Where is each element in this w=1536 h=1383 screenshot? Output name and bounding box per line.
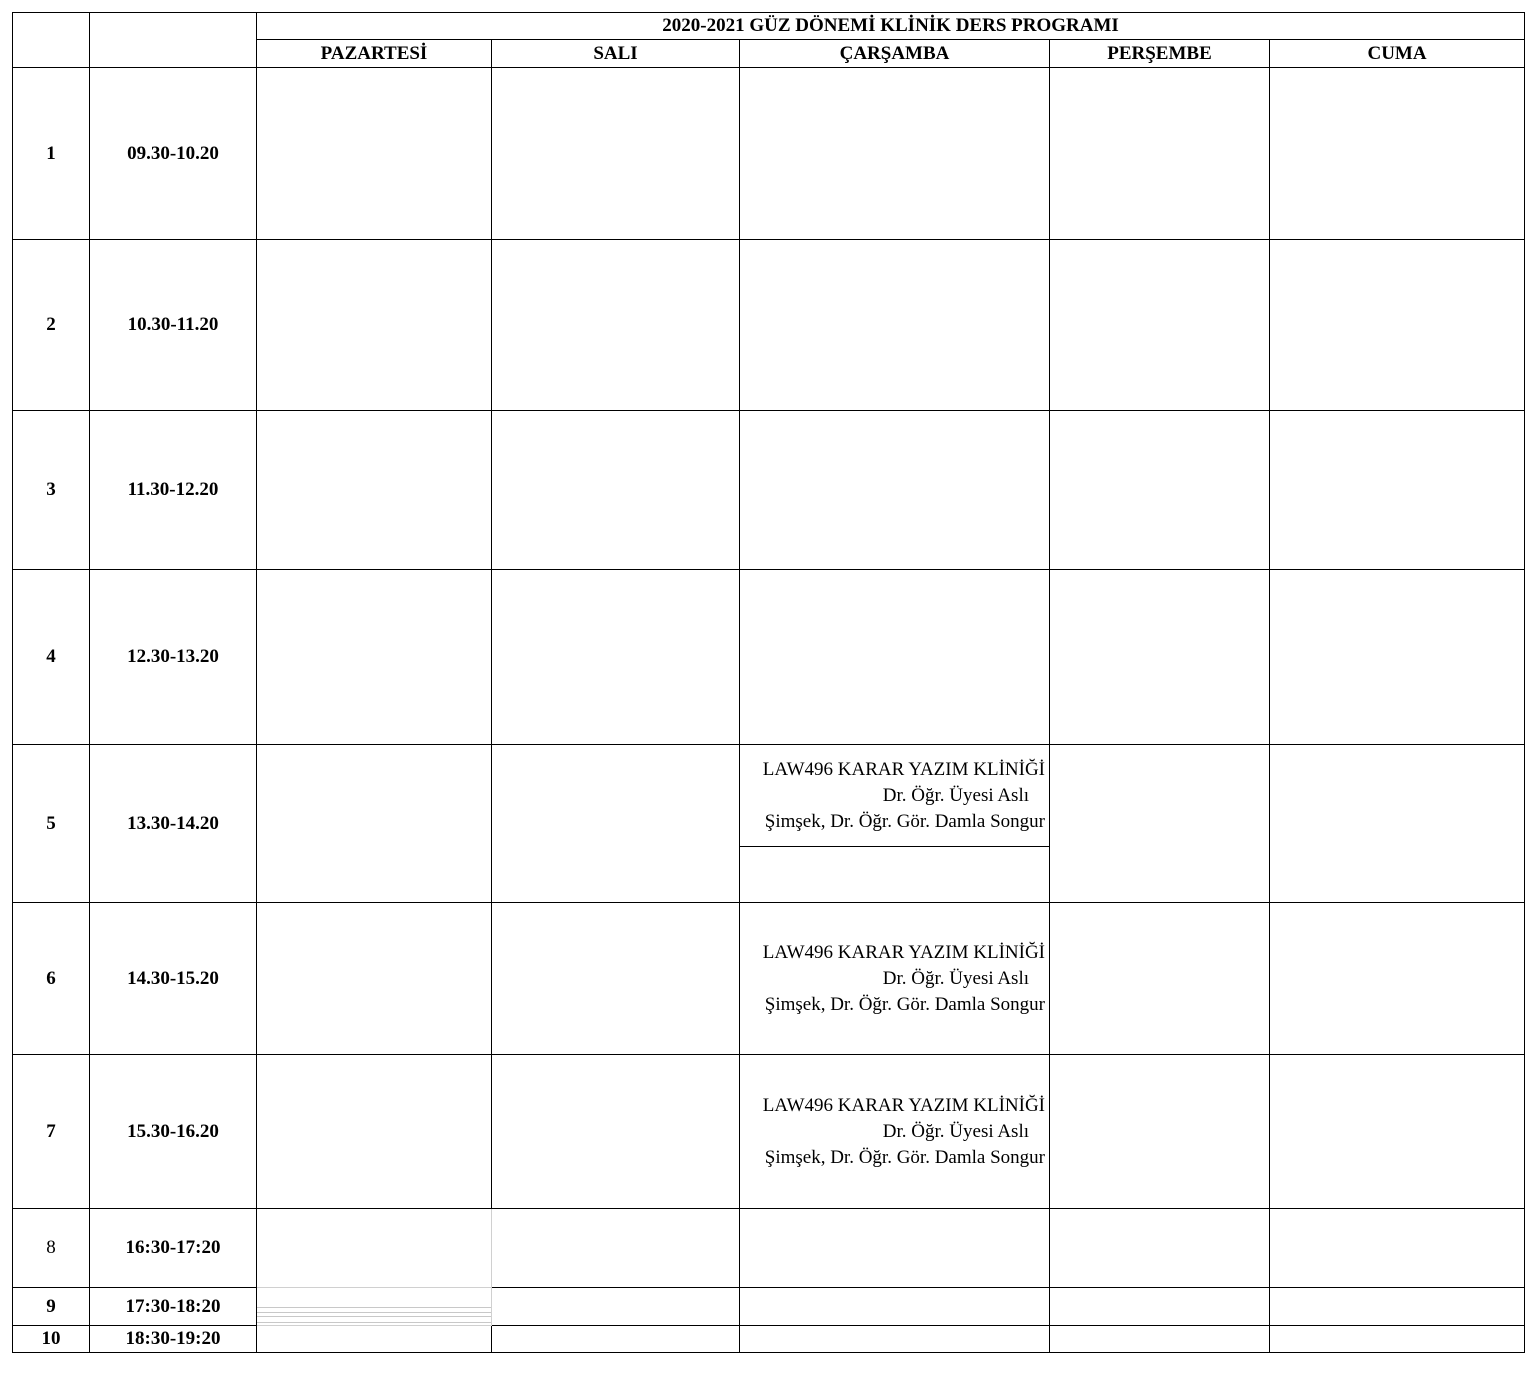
slot-time: 14.30-15.20 xyxy=(90,903,257,1055)
slot-row-3 xyxy=(13,411,1525,570)
slot-time: 16:30-17:20 xyxy=(90,1209,257,1288)
slot-number: 7 xyxy=(13,1055,90,1209)
cell-friday xyxy=(1270,1209,1525,1288)
cell-friday xyxy=(1270,570,1525,745)
cell-wednesday xyxy=(740,240,1050,411)
course-instructor-line2: Şimşek, Dr. Öğr. Gör. Damla Songur xyxy=(764,993,1045,1015)
schedule-table xyxy=(12,12,1525,1353)
slot-number: 5 xyxy=(13,745,90,903)
day-header-tuesday: SALI xyxy=(492,40,740,68)
faint-rule-lines xyxy=(257,1307,491,1323)
cell-tuesday xyxy=(492,411,740,570)
corner-cell-number xyxy=(13,13,90,68)
slot-row-9 xyxy=(13,1288,1525,1326)
cell-thursday xyxy=(1050,1326,1270,1353)
slot-row-2 xyxy=(13,240,1525,411)
course-instructor-line2: Şimşek, Dr. Öğr. Gör. Damla Songur xyxy=(764,810,1045,832)
cell-tuesday xyxy=(492,1209,740,1288)
cell-tuesday xyxy=(492,240,740,411)
cell-thursday xyxy=(1050,240,1270,411)
slot-number: 9 xyxy=(13,1288,90,1326)
cell-wednesday xyxy=(740,1055,1050,1209)
cell-thursday xyxy=(1050,1288,1270,1326)
cell-thursday xyxy=(1050,570,1270,745)
cell-monday xyxy=(257,1209,492,1288)
cell-friday xyxy=(1270,745,1525,903)
slot-row-5 xyxy=(13,745,1525,903)
course-code-title: LAW496 KARAR YAZIM KLİNİĞİ xyxy=(762,758,1045,780)
slot-number: 8 xyxy=(13,1209,90,1288)
cell-tuesday xyxy=(492,1288,740,1326)
cell-monday xyxy=(257,411,492,570)
cell-friday xyxy=(1270,903,1525,1055)
day-header-thursday: PERŞEMBE xyxy=(1050,40,1270,68)
slot-number: 10 xyxy=(13,1326,90,1353)
cell-wednesday xyxy=(740,570,1050,745)
cell-thursday xyxy=(1050,1055,1270,1209)
course-entry xyxy=(740,940,1049,1018)
schedule-sheet xyxy=(12,12,1524,1353)
cell-friday xyxy=(1270,240,1525,411)
slot-row-6 xyxy=(13,903,1525,1055)
cell-tuesday xyxy=(492,68,740,240)
day-header-wednesday: ÇARŞAMBA xyxy=(740,40,1050,68)
slot-time: 18:30-19:20 xyxy=(90,1326,257,1353)
slot-number: 4 xyxy=(13,570,90,745)
cell-friday xyxy=(1270,1288,1525,1326)
slot-time: 09.30-10.20 xyxy=(90,68,257,240)
title-row xyxy=(13,13,1525,40)
cell-tuesday xyxy=(492,1326,740,1353)
slot-time: 13.30-14.20 xyxy=(90,745,257,903)
cell-monday xyxy=(257,1288,492,1326)
day-header-friday: CUMA xyxy=(1270,40,1525,68)
slot-number: 3 xyxy=(13,411,90,570)
cell-wednesday xyxy=(740,903,1050,1055)
cell-thursday xyxy=(1050,411,1270,570)
course-instructor-line1: Dr. Öğr. Üyesi Aslı xyxy=(882,784,1029,806)
cell-monday xyxy=(257,1326,492,1353)
cell-tuesday xyxy=(492,570,740,745)
cell-wednesday xyxy=(740,745,1050,903)
cell-thursday xyxy=(1050,68,1270,240)
cell-monday xyxy=(257,1055,492,1209)
corner-cell-time xyxy=(90,13,257,68)
cell-wednesday xyxy=(740,1209,1050,1288)
cell-monday xyxy=(257,240,492,411)
course-entry-slot5 xyxy=(740,745,1049,847)
cell-wednesday xyxy=(740,68,1050,240)
course-instructor-line2: Şimşek, Dr. Öğr. Gör. Damla Songur xyxy=(764,1146,1045,1168)
slot-number: 1 xyxy=(13,68,90,240)
cell-wednesday xyxy=(740,411,1050,570)
slot-time: 15.30-16.20 xyxy=(90,1055,257,1209)
slot-row-1 xyxy=(13,68,1525,240)
empty-subcell xyxy=(740,847,1049,902)
course-entry xyxy=(763,757,1049,835)
slot-row-7 xyxy=(13,1055,1525,1209)
cell-wednesday xyxy=(740,1288,1050,1326)
course-code-title: LAW496 KARAR YAZIM KLİNİĞİ xyxy=(762,941,1045,963)
cell-wednesday xyxy=(740,1326,1050,1353)
course-code-title: LAW496 KARAR YAZIM KLİNİĞİ xyxy=(762,1094,1045,1116)
day-header-monday: PAZARTESİ xyxy=(257,40,492,68)
slot-time: 12.30-13.20 xyxy=(90,570,257,745)
cell-tuesday xyxy=(492,745,740,903)
slot-time: 11.30-12.20 xyxy=(90,411,257,570)
cell-thursday xyxy=(1050,745,1270,903)
wednesday-slot5-split xyxy=(740,745,1049,902)
cell-monday xyxy=(257,68,492,240)
cell-monday xyxy=(257,903,492,1055)
cell-friday xyxy=(1270,1326,1525,1353)
course-entry xyxy=(740,1093,1049,1171)
course-instructor-line1: Dr. Öğr. Üyesi Aslı xyxy=(882,1120,1029,1142)
cell-friday xyxy=(1270,411,1525,570)
cell-thursday xyxy=(1050,903,1270,1055)
slot-row-8 xyxy=(13,1209,1525,1288)
cell-monday xyxy=(257,570,492,745)
cell-friday xyxy=(1270,68,1525,240)
slot-number: 6 xyxy=(13,903,90,1055)
cell-monday xyxy=(257,745,492,903)
slot-time: 10.30-11.20 xyxy=(90,240,257,411)
slot-number: 2 xyxy=(13,240,90,411)
cell-tuesday xyxy=(492,1055,740,1209)
cell-thursday xyxy=(1050,1209,1270,1288)
slot-time: 17:30-18:20 xyxy=(90,1288,257,1326)
slot-row-4 xyxy=(13,570,1525,745)
course-instructor-line1: Dr. Öğr. Üyesi Aslı xyxy=(882,967,1029,989)
schedule-title: 2020-2021 GÜZ DÖNEMİ KLİNİK DERS PROGRAMI xyxy=(257,13,1525,40)
slot-row-10 xyxy=(13,1326,1525,1353)
cell-friday xyxy=(1270,1055,1525,1209)
cell-tuesday xyxy=(492,903,740,1055)
